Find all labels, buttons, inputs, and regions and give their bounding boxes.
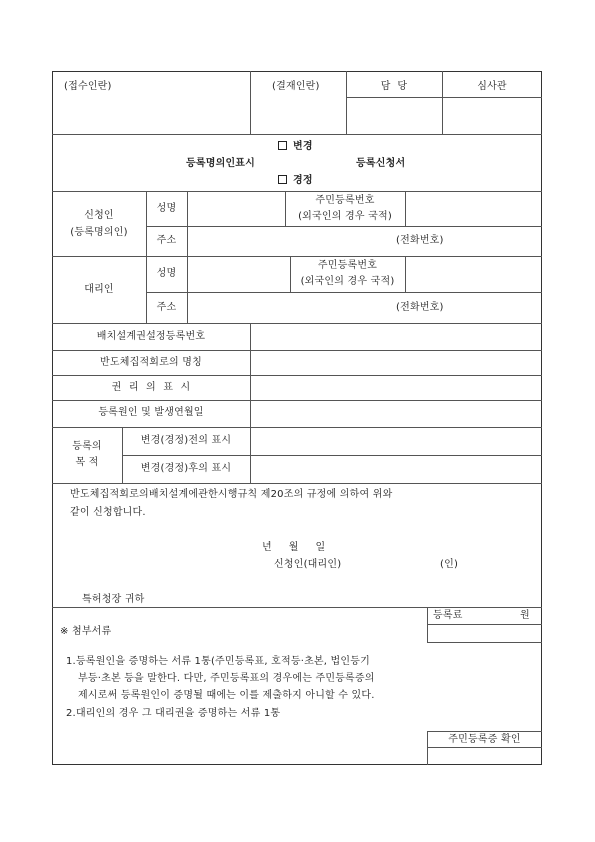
after-display-label: 변경(경정)후의 표시 bbox=[140, 463, 232, 474]
statement-signer: 신청인(대리인) bbox=[274, 559, 342, 570]
rule bbox=[52, 350, 542, 351]
statement-line1: 반도체집적회로의배치설계에관한시행규칙 제20조의 규정에 의하여 위와 bbox=[70, 489, 393, 500]
rule bbox=[52, 256, 542, 257]
rule bbox=[427, 607, 428, 642]
rule bbox=[405, 256, 406, 292]
attachment-item1-line2: 부등·초본 등을 말한다. 다만, 주민등록표의 경우에는 주민등록증의 bbox=[78, 673, 375, 684]
rule bbox=[427, 731, 542, 732]
rule bbox=[346, 97, 542, 98]
agent-name-label: 성명 bbox=[156, 268, 177, 279]
rule bbox=[146, 292, 542, 293]
rule bbox=[250, 427, 251, 483]
fee-unit: 원 bbox=[520, 610, 530, 621]
statement-seal: (인) bbox=[440, 559, 459, 570]
rule bbox=[427, 747, 542, 748]
rule bbox=[405, 191, 406, 226]
fee-label: 등록료 bbox=[433, 610, 463, 621]
applicant-label-sub: (등록명의인) bbox=[70, 227, 128, 238]
rule bbox=[52, 191, 542, 192]
receipt-seal-label: (접수인란) bbox=[64, 81, 112, 92]
change-checkbox[interactable] bbox=[278, 141, 287, 150]
agent-phone-label: (전화번호) bbox=[396, 302, 444, 313]
agent-id-label-sub: (외국인의 경우 국적) bbox=[300, 276, 395, 287]
applicant-id-label: 주민등록번호 bbox=[315, 195, 375, 206]
rule bbox=[52, 427, 542, 428]
agent-address-label: 주소 bbox=[156, 302, 177, 313]
correct-checkbox[interactable] bbox=[278, 175, 287, 184]
title-option-change bbox=[278, 141, 313, 153]
applicant-name-label: 성명 bbox=[156, 203, 177, 214]
attachment-item1-line3: 제시로써 등록원인이 증명될 때에는 이를 제출하지 아니할 수 있다. bbox=[78, 690, 375, 701]
cause-date-label: 등록원인 및 발생연월일 bbox=[98, 407, 204, 418]
applicant-phone-label: (전화번호) bbox=[396, 235, 444, 246]
right-display-label: 권 리 의 표 시 bbox=[111, 382, 191, 393]
circuit-name-label: 반도체집적회로의 명칭 bbox=[100, 357, 202, 368]
rule bbox=[52, 400, 542, 401]
rule bbox=[427, 642, 542, 643]
applicant-id-label-sub: (외국인의 경우 국적) bbox=[298, 211, 392, 222]
title-left: 등록명의인표시 bbox=[186, 158, 256, 169]
agent-id-label: 주민등록번호 bbox=[317, 260, 378, 271]
layout-reg-no-label: 배치설계권설정등록번호 bbox=[96, 331, 206, 342]
agent-label: 대리인 bbox=[84, 284, 114, 295]
rule bbox=[250, 71, 251, 134]
statement-date: 년 월 일 bbox=[262, 542, 326, 553]
attachments-heading: ※ 첨부서류 bbox=[60, 626, 112, 637]
correct-label: 경정 bbox=[293, 175, 313, 186]
examiner-label: 심사관 bbox=[477, 81, 507, 92]
before-display-label: 변경(경정)전의 표시 bbox=[140, 435, 232, 446]
rule bbox=[427, 624, 542, 625]
applicant-label: 신청인 bbox=[84, 210, 114, 221]
rule bbox=[250, 323, 251, 427]
id-check-label: 주민등록증 확인 bbox=[448, 734, 521, 745]
title-right: 등록신청서 bbox=[356, 158, 406, 169]
change-label: 변경 bbox=[293, 141, 313, 152]
officer-label: 담 당 bbox=[380, 81, 408, 92]
statement-addressee: 특허청장 귀하 bbox=[82, 594, 145, 605]
rule bbox=[187, 191, 188, 323]
statement-line2: 같이 신청합니다. bbox=[70, 507, 146, 518]
title-option-correct bbox=[278, 175, 313, 187]
purpose-label: 등록의 bbox=[72, 441, 102, 452]
rule bbox=[52, 375, 542, 376]
attachment-item2: 2.대리인의 경우 그 대리권을 증명하는 서류 1통 bbox=[66, 708, 281, 719]
rule bbox=[122, 455, 542, 456]
attachment-item1-line1: 1.등록원인을 증명하는 서류 1통(주민등록표, 호적등·초본, 법인등기 bbox=[66, 656, 370, 667]
rule bbox=[52, 607, 542, 608]
rule bbox=[52, 134, 542, 135]
approval-seal-label: (결재인란) bbox=[272, 81, 320, 92]
rule bbox=[52, 323, 542, 324]
purpose-label-sub: 목 적 bbox=[75, 457, 99, 468]
rule bbox=[52, 483, 542, 484]
rule bbox=[146, 226, 542, 227]
applicant-address-label: 주소 bbox=[156, 235, 177, 246]
